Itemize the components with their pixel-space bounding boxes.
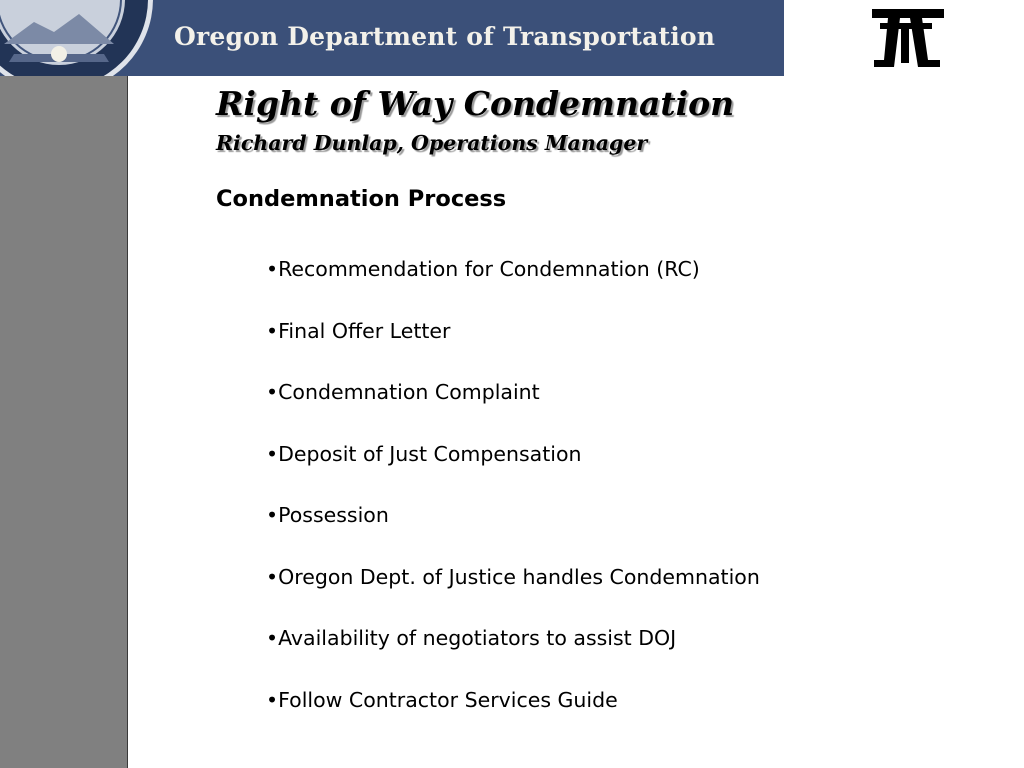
bullet-glyph: •: [266, 564, 279, 589]
bullet-item: [266, 622, 760, 684]
oregon-state-seal-icon: [0, 0, 154, 76]
bullet-item: [266, 376, 760, 438]
bullet-glyph: •: [266, 503, 279, 527]
bullet-item: [266, 684, 760, 746]
slide-subtitle: Richard Dunlap, Operations Manager: [216, 131, 648, 155]
bullet-glyph: •: [266, 441, 279, 466]
slide-title: Right of Way Condemnation: [216, 84, 735, 123]
bullet-glyph: •: [266, 626, 279, 650]
bullet-glyph: •: [266, 257, 279, 281]
bullet-item: [266, 315, 760, 377]
bullet-text: Oregon Dept. of Justice handles Condemnation: [278, 564, 760, 589]
bullet-text: Possession: [278, 503, 389, 527]
bullet-item: [266, 253, 760, 315]
header-banner: [0, 0, 784, 76]
bullet-text: Condemnation Complaint: [278, 380, 540, 404]
bullet-glyph: •: [266, 318, 279, 343]
bullet-glyph: •: [266, 687, 279, 712]
bullet-text: Final Offer Letter: [278, 318, 451, 343]
bullet-item: [266, 438, 760, 500]
bullet-text: Availability of negotiators to assist DOJ: [278, 626, 677, 650]
bullet-item: [266, 499, 760, 561]
bullet-text: Deposit of Just Compensation: [278, 441, 582, 466]
sidebar-panel: [0, 76, 128, 768]
agency-name: Oregon Department of Transportation: [174, 22, 716, 51]
bullet-item: [266, 561, 760, 623]
section-heading: Condemnation Process: [216, 186, 507, 212]
bullet-text: Recommendation for Condemnation (RC): [278, 257, 700, 281]
bullet-text: Follow Contractor Services Guide: [278, 687, 618, 712]
odot-logo-icon: [870, 5, 946, 71]
bullet-glyph: •: [266, 380, 279, 404]
bullet-list: [266, 253, 760, 745]
